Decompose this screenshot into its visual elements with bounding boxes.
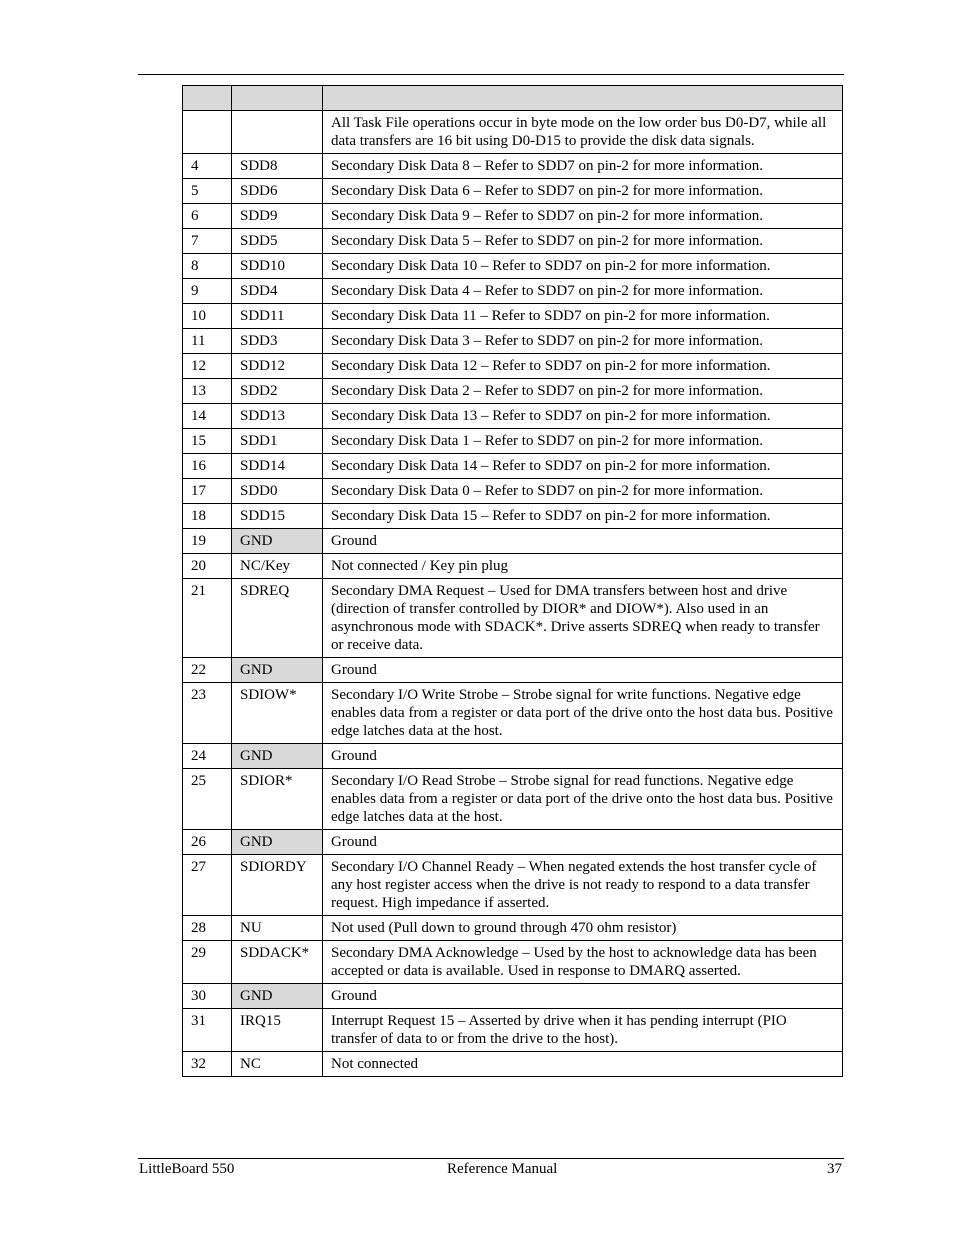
description-cell: Secondary I/O Channel Ready – When negated extends the host transfer cycle of any host register access when the drive is not ready to respond to a data transfer request. High impedance if asserted.: [323, 855, 843, 916]
table-row: [183, 154, 843, 179]
pinout-table: [182, 85, 843, 1077]
signal-cell: SDDACK*: [232, 941, 323, 984]
table-row: [183, 1009, 843, 1052]
description-cell: Ground: [323, 529, 843, 554]
signal-cell: SDIOW*: [232, 683, 323, 744]
table-row: [183, 855, 843, 916]
table-row: [183, 658, 843, 683]
table-row: [183, 254, 843, 279]
description-cell: Ground: [323, 984, 843, 1009]
table-row: [183, 504, 843, 529]
pin-cell: 28: [183, 916, 232, 941]
pin-cell: 25: [183, 769, 232, 830]
description-cell: Secondary I/O Write Strobe – Strobe signal for write functions. Negative edge enables data from a register or data port of the drive onto the host data bus. Positive edge latches data at the host.: [323, 683, 843, 744]
table-row: [183, 304, 843, 329]
description-cell: Secondary Disk Data 14 – Refer to SDD7 on pin-2 for more information.: [323, 454, 843, 479]
pin-cell: 26: [183, 830, 232, 855]
table-row: [183, 429, 843, 454]
pin-cell: 12: [183, 354, 232, 379]
pin-cell: 7: [183, 229, 232, 254]
signal-cell: GND: [232, 744, 323, 769]
signal-cell: GND: [232, 984, 323, 1009]
description-cell: Not used (Pull down to ground through 470 ohm resistor): [323, 916, 843, 941]
table-row: [183, 916, 843, 941]
table-row: [183, 111, 843, 154]
table-row: [183, 204, 843, 229]
signal-cell: NC: [232, 1052, 323, 1077]
description-cell: Secondary I/O Read Strobe – Strobe signal for read functions. Negative edge enables data from a register or data port of the drive onto the host data bus. Positive edge latches data at the host.: [323, 769, 843, 830]
pin-cell: 11: [183, 329, 232, 354]
description-cell: Secondary DMA Acknowledge – Used by the host to acknowledge data has been accepted or data is available. Used in response to DMARQ asserted.: [323, 941, 843, 984]
table-row: [183, 683, 843, 744]
signal-cell: SDD11: [232, 304, 323, 329]
signal-cell: SDD4: [232, 279, 323, 304]
header-cell-description: [323, 86, 843, 111]
signal-cell: NC/Key: [232, 554, 323, 579]
description-cell: Secondary Disk Data 11 – Refer to SDD7 on pin-2 for more information.: [323, 304, 843, 329]
pin-cell: 24: [183, 744, 232, 769]
table-row: [183, 354, 843, 379]
footer-product-name: LittleBoard 550: [139, 1161, 235, 1177]
pin-cell: 21: [183, 579, 232, 658]
pin-cell: 6: [183, 204, 232, 229]
signal-cell: SDD1: [232, 429, 323, 454]
description-cell: Secondary Disk Data 0 – Refer to SDD7 on pin-2 for more information.: [323, 479, 843, 504]
pin-cell: 9: [183, 279, 232, 304]
table-header-row: [183, 86, 843, 111]
signal-cell: SDD10: [232, 254, 323, 279]
pin-cell: 15: [183, 429, 232, 454]
description-cell: Secondary DMA Request – Used for DMA transfers between host and drive (direction of transfer controlled by DIOR* and DIOW*). Also used in an asynchronous mode with SDACK*. Drive asserts SDREQ when ready to transfer or receive data.: [323, 579, 843, 658]
pin-cell: 30: [183, 984, 232, 1009]
signal-cell: SDIOR*: [232, 769, 323, 830]
description-cell: Secondary Disk Data 6 – Refer to SDD7 on pin-2 for more information.: [323, 179, 843, 204]
description-cell: Secondary Disk Data 10 – Refer to SDD7 on pin-2 for more information.: [323, 254, 843, 279]
description-cell: Secondary Disk Data 13 – Refer to SDD7 on pin-2 for more information.: [323, 404, 843, 429]
description-cell: Interrupt Request 15 – Asserted by drive when it has pending interrupt (PIO transfer of data to or from the drive to the host).: [323, 1009, 843, 1052]
description-cell: Secondary Disk Data 1 – Refer to SDD7 on pin-2 for more information.: [323, 429, 843, 454]
pin-cell: 13: [183, 379, 232, 404]
header-rule: [138, 74, 844, 75]
signal-cell: SDD13: [232, 404, 323, 429]
table-row: [183, 229, 843, 254]
table-row: [183, 984, 843, 1009]
description-cell: Not connected / Key pin plug: [323, 554, 843, 579]
signal-cell: SDREQ: [232, 579, 323, 658]
description-cell: Ground: [323, 658, 843, 683]
description-cell: Secondary Disk Data 9 – Refer to SDD7 on pin-2 for more information.: [323, 204, 843, 229]
signal-cell: SDIORDY: [232, 855, 323, 916]
pin-cell: 22: [183, 658, 232, 683]
pin-cell: 20: [183, 554, 232, 579]
signal-cell: NU: [232, 916, 323, 941]
signal-cell: SDD2: [232, 379, 323, 404]
description-cell: Secondary Disk Data 2 – Refer to SDD7 on pin-2 for more information.: [323, 379, 843, 404]
description-cell: All Task File operations occur in byte mode on the low order bus D0-D7, while all data transfers are 16 bit using D0-D15 to provide the disk data signals.: [323, 111, 843, 154]
pin-cell: 14: [183, 404, 232, 429]
table-row: [183, 379, 843, 404]
footer-page-number: 37: [827, 1161, 842, 1177]
pin-cell: 18: [183, 504, 232, 529]
pin-cell: 19: [183, 529, 232, 554]
header-cell-signal: [232, 86, 323, 111]
signal-cell: SDD15: [232, 504, 323, 529]
pin-cell: 5: [183, 179, 232, 204]
table-row: [183, 941, 843, 984]
pin-cell: 16: [183, 454, 232, 479]
signal-cell: SDD9: [232, 204, 323, 229]
pin-cell: 27: [183, 855, 232, 916]
pin-cell: 10: [183, 304, 232, 329]
pin-cell: 8: [183, 254, 232, 279]
footer-rule: [138, 1158, 844, 1159]
description-cell: Not connected: [323, 1052, 843, 1077]
signal-cell: SDD8: [232, 154, 323, 179]
pin-cell: 32: [183, 1052, 232, 1077]
description-cell: Ground: [323, 830, 843, 855]
signal-cell: GND: [232, 830, 323, 855]
description-cell: Secondary Disk Data 4 – Refer to SDD7 on pin-2 for more information.: [323, 279, 843, 304]
pin-cell: 23: [183, 683, 232, 744]
description-cell: Secondary Disk Data 12 – Refer to SDD7 on pin-2 for more information.: [323, 354, 843, 379]
signal-cell: GND: [232, 529, 323, 554]
signal-cell: [232, 111, 323, 154]
signal-cell: SDD3: [232, 329, 323, 354]
table-row: [183, 579, 843, 658]
signal-cell: SDD5: [232, 229, 323, 254]
signal-cell: SDD14: [232, 454, 323, 479]
description-cell: Ground: [323, 744, 843, 769]
pin-cell: 31: [183, 1009, 232, 1052]
pin-cell: [183, 111, 232, 154]
table-row: [183, 554, 843, 579]
table-row: [183, 454, 843, 479]
footer-document-title: Reference Manual: [447, 1161, 558, 1177]
signal-cell: IRQ15: [232, 1009, 323, 1052]
table-row: [183, 830, 843, 855]
description-cell: Secondary Disk Data 5 – Refer to SDD7 on pin-2 for more information.: [323, 229, 843, 254]
description-cell: Secondary Disk Data 8 – Refer to SDD7 on pin-2 for more information.: [323, 154, 843, 179]
pin-cell: 29: [183, 941, 232, 984]
signal-cell: SDD0: [232, 479, 323, 504]
table-row: [183, 769, 843, 830]
table-row: [183, 279, 843, 304]
header-cell-pin: [183, 86, 232, 111]
table-row: [183, 404, 843, 429]
table-row: [183, 1052, 843, 1077]
signal-cell: SDD12: [232, 354, 323, 379]
signal-cell: GND: [232, 658, 323, 683]
description-cell: Secondary Disk Data 15 – Refer to SDD7 on pin-2 for more information.: [323, 504, 843, 529]
pin-cell: 4: [183, 154, 232, 179]
table-row: [183, 479, 843, 504]
pin-cell: 17: [183, 479, 232, 504]
table-row: [183, 329, 843, 354]
table-row: [183, 744, 843, 769]
description-cell: Secondary Disk Data 3 – Refer to SDD7 on pin-2 for more information.: [323, 329, 843, 354]
table-row: [183, 179, 843, 204]
signal-cell: SDD6: [232, 179, 323, 204]
pinout-table-body: [183, 86, 843, 1077]
table-row: [183, 529, 843, 554]
